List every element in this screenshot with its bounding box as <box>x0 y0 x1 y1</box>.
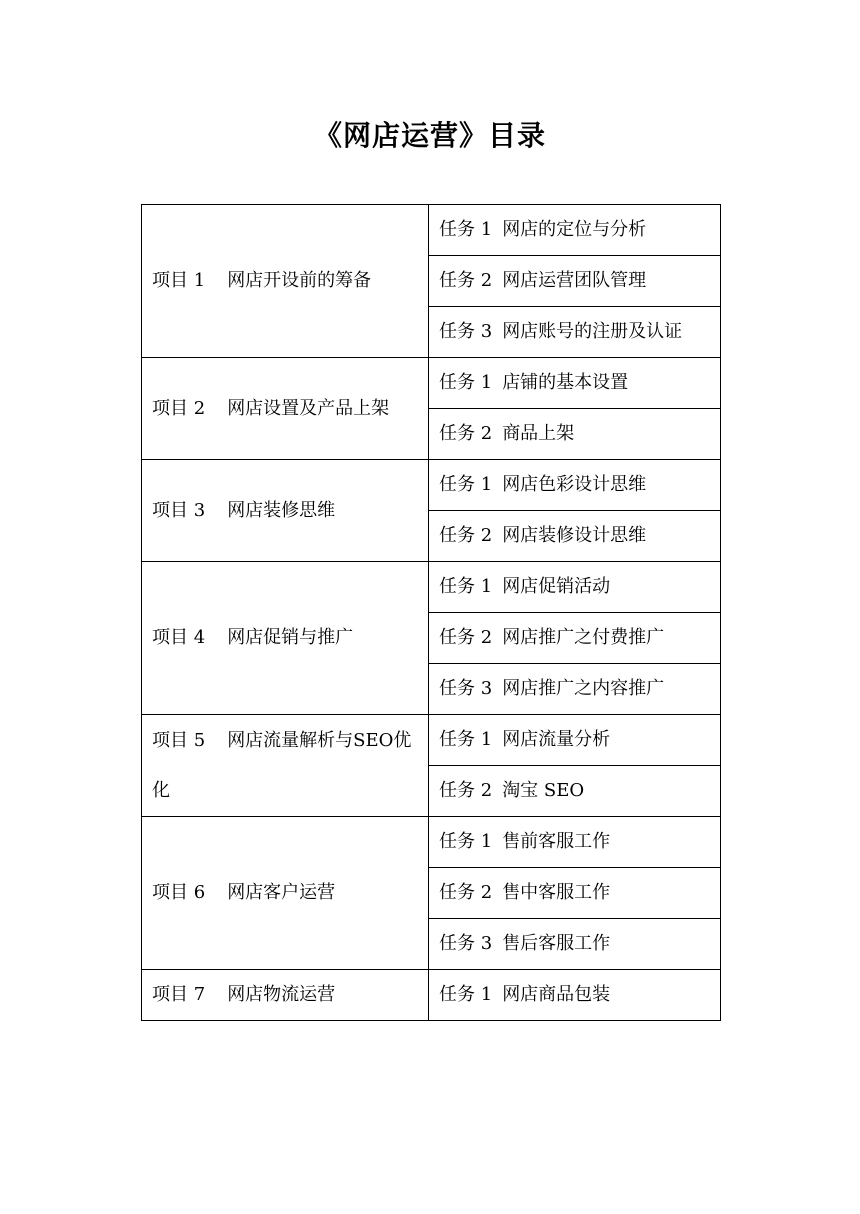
task-cell <box>429 409 721 460</box>
task-name: 淘宝 SEO <box>502 780 585 801</box>
project-name: 网店流量解析与SEO优化 <box>152 729 412 801</box>
task-name: 网店推广之内容推广 <box>502 678 665 699</box>
project-number: 项目 2 <box>152 397 206 419</box>
task-cell <box>429 562 721 613</box>
project-cell <box>142 562 429 715</box>
task-number: 任务 1 <box>439 372 493 393</box>
task-number: 任务 1 <box>439 729 493 750</box>
task-number: 任务 1 <box>439 474 493 495</box>
task-number: 任务 1 <box>439 219 493 240</box>
project-name: 网店开设前的筹备 <box>227 270 372 291</box>
task-name: 网店色彩设计思维 <box>502 474 647 495</box>
task-number: 任务 2 <box>439 627 493 648</box>
project-cell <box>142 358 429 460</box>
task-name: 售后客服工作 <box>502 933 611 954</box>
project-number: 项目 5 <box>152 729 206 751</box>
project-name: 网店设置及产品上架 <box>227 397 390 419</box>
project-cell <box>142 970 429 1021</box>
task-cell <box>429 256 721 307</box>
table-row <box>142 205 721 256</box>
task-number: 任务 1 <box>439 984 493 1005</box>
project-number: 项目 6 <box>152 882 206 903</box>
task-name: 网店装修设计思维 <box>502 525 647 546</box>
project-number: 项目 1 <box>152 270 206 291</box>
task-name: 售中客服工作 <box>502 882 611 903</box>
table-row <box>142 715 721 766</box>
task-name: 网店促销活动 <box>502 576 611 597</box>
task-name: 商品上架 <box>502 423 575 444</box>
project-cell <box>142 817 429 970</box>
task-number: 任务 1 <box>439 576 493 597</box>
task-cell <box>429 919 721 970</box>
task-number: 任务 1 <box>439 831 493 852</box>
task-number: 任务 2 <box>439 423 493 444</box>
task-name: 网店运营团队管理 <box>502 270 647 291</box>
table-row <box>142 460 721 511</box>
project-cell <box>142 715 429 817</box>
toc-table <box>141 204 721 1021</box>
task-name: 网店的定位与分析 <box>502 219 647 240</box>
task-number: 任务 3 <box>439 321 493 342</box>
project-number: 项目 3 <box>152 499 206 521</box>
project-name: 网店物流运营 <box>227 984 336 1005</box>
task-number: 任务 2 <box>439 780 493 801</box>
project-name: 网店装修思维 <box>227 499 336 521</box>
task-number: 任务 2 <box>439 270 493 291</box>
task-cell <box>429 766 721 817</box>
table-row <box>142 358 721 409</box>
task-cell <box>429 205 721 256</box>
task-cell <box>429 817 721 868</box>
task-name: 店铺的基本设置 <box>502 372 629 393</box>
task-name: 网店账号的注册及认证 <box>502 321 683 342</box>
table-row <box>142 817 721 868</box>
project-number: 项目 7 <box>152 984 206 1005</box>
table-row <box>142 970 721 1021</box>
task-cell <box>429 307 721 358</box>
task-cell <box>429 868 721 919</box>
task-name: 网店流量分析 <box>502 729 611 750</box>
table-row <box>142 562 721 613</box>
task-cell <box>429 613 721 664</box>
task-number: 任务 3 <box>439 933 493 954</box>
page-title: 《网店运营》目录 <box>313 119 546 152</box>
task-name: 网店商品包装 <box>502 984 611 1005</box>
project-cell <box>142 205 429 358</box>
task-name: 售前客服工作 <box>502 831 611 852</box>
task-cell <box>429 970 721 1021</box>
project-number: 项目 4 <box>152 627 206 648</box>
task-name: 网店推广之付费推广 <box>502 627 665 648</box>
task-cell <box>429 715 721 766</box>
task-number: 任务 2 <box>439 882 493 903</box>
task-number: 任务 2 <box>439 525 493 546</box>
project-name: 网店客户运营 <box>227 882 336 903</box>
task-cell <box>429 460 721 511</box>
task-number: 任务 3 <box>439 678 493 699</box>
task-cell <box>429 664 721 715</box>
project-cell <box>142 460 429 562</box>
task-cell <box>429 511 721 562</box>
project-name: 网店促销与推广 <box>227 627 354 648</box>
task-cell <box>429 358 721 409</box>
